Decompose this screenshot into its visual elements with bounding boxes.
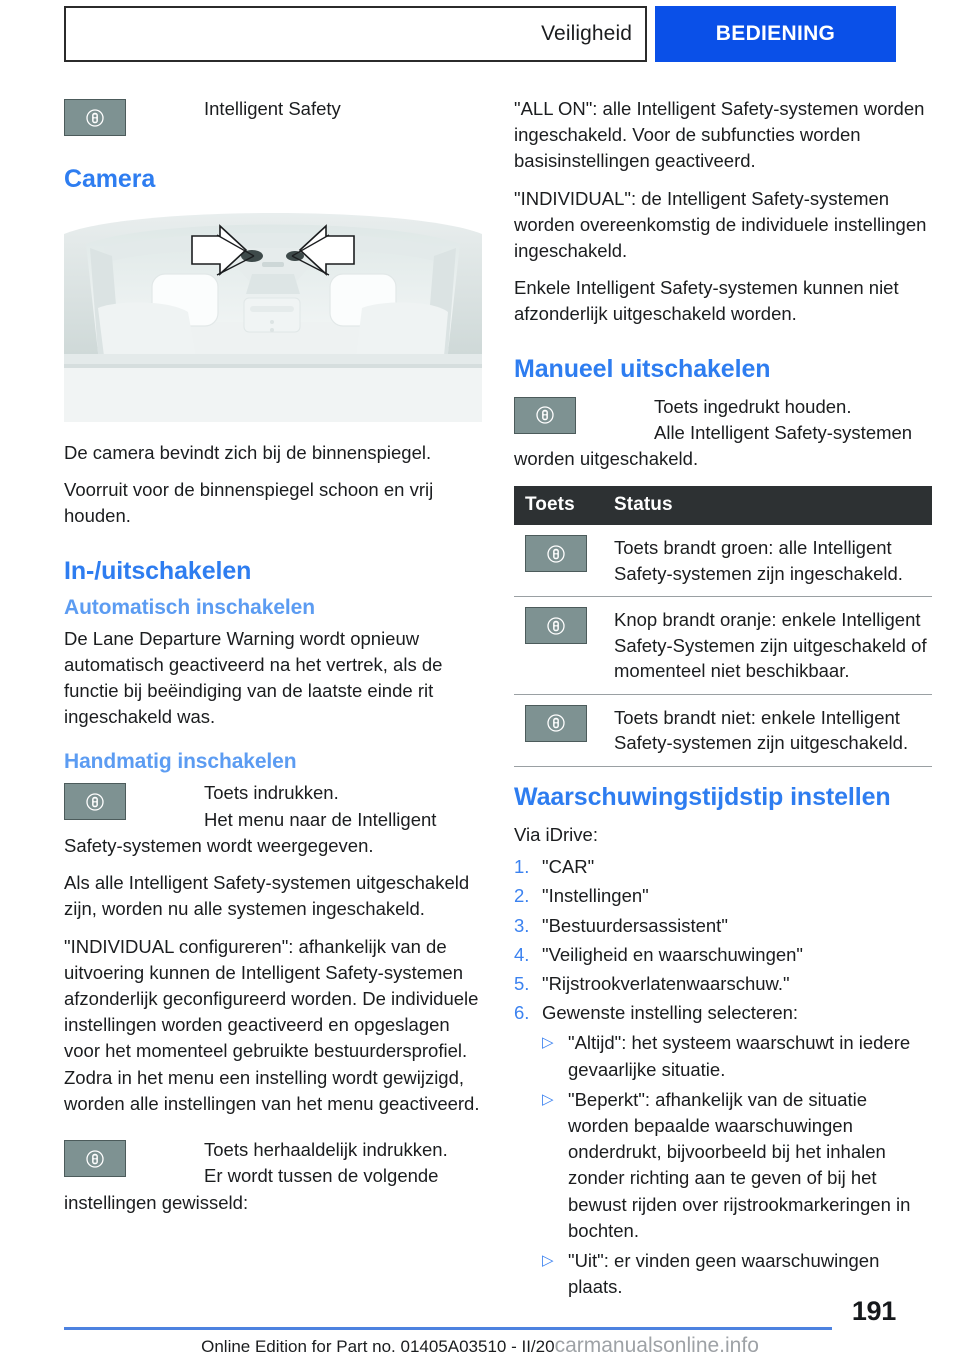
intelligent-safety-button-icon [525,535,587,572]
figure-camera-location [64,204,482,422]
list-item [514,854,932,880]
intelligent-safety-button-icon [525,607,587,644]
table-row [514,597,932,695]
heading-in-uitschakelen: In-/uitschakelen [64,556,252,585]
footer-edition-line [0,1334,960,1358]
intelligent-safety-button-icon [525,705,587,742]
instruction-intelligent-safety [64,96,482,138]
step-text: Gewenste instelling selecteren: [542,1002,799,1024]
right-column [514,96,932,1304]
table-cell-icon [514,597,603,695]
triangle-bullet-icon: ▷ [542,1034,554,1052]
option-text: "Uit": er vinden geen waarschuwingen plaats. [568,1249,880,1298]
header-section-bediening [655,6,896,62]
manual-paragraph-2: "INDIVIDUAL configureren": afhankelijk van de uitvoering kunnen de Intelligent Safety-systemen afzonderlijk geconfigureerd worden. De individuele instellingen worden geactiveerd en opgeslagen voor het momenteel gebruikte bestuurdersprofiel. Zodra in het menu een instelling wordt gewijzigd, worden alle instellingen van het menu geactiveerd. [64,935,480,1114]
list-item [514,913,932,939]
table-cell-status: Toets brandt groen: alle Intelligent Safety-systemen zijn ingeschakeld. [603,525,932,597]
table-header-toets: Toets [514,486,603,525]
list-item [542,1030,932,1082]
step-text: "Bestuurdersassistent" [542,914,728,936]
table-row [514,694,932,766]
heading-manueel-uitschakelen: Manueel uitschakelen [514,354,771,383]
step-text: "Instellingen" [542,885,649,907]
table-row [514,525,932,597]
footer-watermark: carmanualsonline.info [554,1334,759,1357]
paragraph-note: Enkele Intelligent Safety-systemen kunnen niet afzonderlijk uitgeschakeld worden. [514,277,899,325]
step-text: "Rijstrookverlatenwaarschuw." [542,972,790,994]
step-number: 6. [514,1002,530,1024]
list-item [542,1087,932,1244]
heading-waarschuwingstijdstip: Waarschuwingstijdstip instellen [514,782,891,811]
footer-edition-text: Online Edition for Part no. 01405A03510 - II/20 [201,1337,555,1356]
table-header-row [514,486,932,525]
table-cell-status: Knop brandt oranje: enkele Intelligent Safety-Systemen zijn uitgeschakeld of momenteel niet beschikbaar. [603,597,932,695]
intelligent-safety-button-icon [64,783,126,820]
list-item [514,1000,932,1026]
header-left-label: Veiligheid [541,22,632,45]
options-list [514,1030,932,1300]
step-text: "CAR" [542,856,595,878]
heading-handmatig-inschakelen: Handmatig inschakelen [64,750,297,774]
heading-camera: Camera [64,165,156,193]
instruction-label: Intelligent Safety [204,98,341,119]
instruction-line-1: Toets herhaaldelijk indrukken. [204,1139,448,1161]
left-column [64,96,482,1227]
camera-paragraph-2: Voorruit voor de binnenspiegel schoon en vrij houden. [64,479,434,527]
steps-list [514,854,932,1026]
camera-paragraph-1: De camera bevindt zich bij de binnenspiegel. [64,442,432,463]
page-header [64,6,896,64]
manual-paragraph-1: Als alle Intelligent Safety-systemen uitgeschakeld zijn, worden nu alle systemen ingeschakeld. [64,872,470,920]
table-cell-icon [514,694,603,766]
auto-paragraph-1: De Lane Departure Warning wordt opnieuw automatisch geactiveerd na het vertrek, als de functie bij beëindiging van de laatste einde rit ingeschakeld was. [64,627,443,728]
table-cell-status: Toets brandt niet: enkele Intelligent Safety-systemen zijn uitgeschakeld. [603,694,932,766]
instruction-line-2: Er wordt tussen de volgende instellingen gewisseld: [64,1165,439,1213]
heading-automatisch-inschakelen: Automatisch inschakelen [64,595,315,619]
status-table [514,486,932,767]
instruction-line-1: Toets indrukken. [204,782,339,804]
paragraph-all-on: "ALL ON": alle Intelligent Safety-systemen worden ingeschakeld. Voor de subfuncties worden basisinstellingen geactiveerd. [514,98,925,172]
step-number: 2. [514,885,530,907]
step-text: "Veiligheid en waarschuwingen" [542,943,803,965]
option-text: "Beperkt": afhankelijk van de situatie worden bepaalde waarschuwingen onderdrukt, bijvoorbeeld bij het inhalen zonder richting aan te geven of bij het bewust rijden over rijstrookmarkeringen in bochten. [568,1088,911,1241]
instruction-line-2: Het menu naar de Intelligent Safety-systemen wordt weergegeven. [64,808,437,857]
list-item [514,883,932,909]
step-number: 3. [514,914,530,936]
header-section-veiligheid [64,6,647,62]
instruction-line-2: Alle Intelligent Safety-systemen worden uitgeschakeld. [514,422,913,470]
header-right-label: BEDIENING [715,22,836,45]
list-item [542,1248,932,1300]
triangle-bullet-icon: ▷ [542,1251,554,1269]
step-number: 1. [514,856,530,878]
list-item [514,971,932,997]
table-cell-icon [514,525,603,597]
paragraph-individual: "INDIVIDUAL": de Intelligent Safety-systemen worden overeenkomstig de individuele instellingen ingeschakeld. [514,187,927,262]
step-number: 5. [514,972,530,994]
list-item [514,942,932,968]
page-number: 191 [851,1296,896,1326]
intelligent-safety-button-icon [64,1140,126,1177]
intelligent-safety-button-icon [64,99,126,136]
option-text: "Altijd": het systeem waarschuwt in iedere gevaarlijke situatie. [568,1032,911,1080]
instruction-line-1: Toets ingedrukt houden. [654,395,852,417]
step-number: 4. [514,943,530,965]
warn-intro: Via iDrive: [514,823,598,845]
table-header-status: Status [603,486,932,525]
footer-divider [64,1327,832,1330]
triangle-bullet-icon: ▷ [542,1090,554,1108]
intelligent-safety-button-icon [514,397,576,434]
